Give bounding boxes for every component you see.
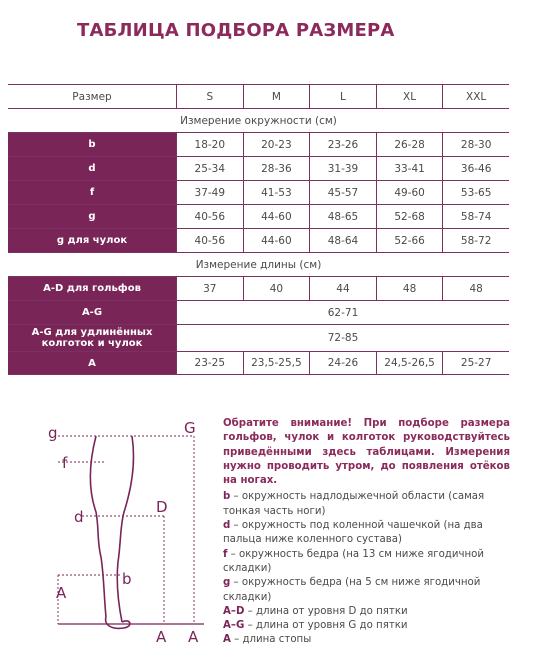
label-a-bottom-1: A [156, 628, 167, 646]
table-row [8, 180, 509, 204]
note-key: d [223, 520, 231, 532]
note-item [223, 605, 510, 619]
table-cell: 62-71 [176, 301, 509, 324]
size-table [8, 84, 509, 375]
table-cell: 58-72 [442, 229, 509, 252]
table-cell: 48 [376, 277, 443, 300]
note-text: – окружность бедра (на 13 см ниже ягодичной складки) [223, 548, 485, 574]
note-text: – окружность надлодыжечной области (самая тонкая часть ноги) [223, 491, 485, 517]
label-D: D [156, 498, 168, 516]
label-d: d [74, 508, 84, 526]
table-cell: 41-53 [243, 181, 310, 204]
row-label-ad: A-D для гольфов [8, 277, 176, 300]
header-size-m: M [243, 85, 310, 108]
table-cell: 44-60 [243, 205, 310, 228]
table-cell: 45-57 [309, 181, 376, 204]
row-label-ag: A-G [8, 301, 176, 324]
row-label-f: f [8, 181, 176, 204]
note-key: f [223, 548, 228, 560]
table-cell: 58-74 [442, 205, 509, 228]
table-cell: 48-64 [309, 229, 376, 252]
measurement-notes [223, 417, 510, 648]
leg-measurement-diagram [44, 412, 219, 652]
label-a-left: A [56, 584, 67, 602]
note-text: – окружность бедра (на 5 см ниже ягодичной складки) [223, 577, 481, 603]
table-cell: 48 [442, 277, 509, 300]
note-item [223, 576, 510, 605]
note-key: g [223, 577, 231, 589]
section-circumference: Измерение окружности (см) [8, 108, 509, 132]
row-label-d: d [8, 157, 176, 180]
foot-outline [106, 617, 130, 628]
row-label-g: g [8, 205, 176, 228]
row-label-g-stockings: g для чулок [8, 229, 176, 252]
table-cell: 31-39 [309, 157, 376, 180]
table-cell: 40 [243, 277, 310, 300]
label-G: G [184, 419, 196, 437]
header-size-l: L [309, 85, 376, 108]
note-item [223, 619, 510, 633]
table-cell: 44 [309, 277, 376, 300]
attention-text: Обратите внимание! При подборе размера гольфов, чулок и колготок руководствуйтесь приведёнными здесь таблицами. Измерения нужно проводить утром, до появления отёков на ногах. [223, 418, 510, 487]
table-row [8, 132, 509, 156]
note-text: – длина от уровня D до пятки [244, 605, 408, 617]
note-item [223, 519, 510, 548]
table-cell: 37 [176, 277, 243, 300]
table-cell: 37-49 [176, 181, 243, 204]
row-label-b: b [8, 133, 176, 156]
table-cell: 23-26 [309, 133, 376, 156]
table-row [8, 276, 509, 300]
note-text: – окружность под коленной чашечкой (на два пальца ниже коленного сустава) [223, 520, 483, 546]
table-cell: 26-28 [376, 133, 443, 156]
table-cell: 20-23 [243, 133, 310, 156]
header-size-s: S [176, 85, 243, 108]
header-size-xl: XL [376, 85, 443, 108]
leg-outline-left [90, 436, 106, 617]
label-f: f [62, 454, 68, 472]
note-key: A–G [223, 620, 245, 632]
table-cell: 18-20 [176, 133, 243, 156]
page-title: ТАБЛИЦА ПОДБОРА РАЗМЕРА [77, 20, 395, 41]
row-label-ag-long: A-G для удлинённых колготок и чулок [8, 325, 176, 351]
table-row [8, 156, 509, 180]
note-key: b [223, 491, 231, 503]
table-cell: 40-56 [176, 205, 243, 228]
section-length: Измерение длины (см) [8, 252, 509, 276]
table-row [8, 300, 509, 324]
header-size-xxl: XXL [442, 85, 509, 108]
note-text: – длина от уровня G до пятки [244, 620, 408, 632]
note-item [223, 548, 510, 577]
table-cell: 28-36 [243, 157, 310, 180]
header-size-label: Размер [72, 90, 112, 103]
table-cell: 36-46 [442, 157, 509, 180]
note-text: – длина стопы [230, 634, 312, 646]
table-cell: 53-65 [442, 181, 509, 204]
leg-outline-right [117, 436, 133, 622]
label-b: b [122, 570, 132, 588]
table-cell: 24,5-26,5 [376, 352, 443, 374]
table-row [8, 228, 509, 252]
note-item [223, 633, 510, 647]
table-row [8, 204, 509, 228]
table-cell: 44-60 [243, 229, 310, 252]
table-cell: 25-27 [442, 352, 509, 374]
table-cell: 52-66 [376, 229, 443, 252]
note-key: A [223, 634, 231, 646]
table-cell: 28-30 [442, 133, 509, 156]
table-cell: 25-34 [176, 157, 243, 180]
table-cell: 72-85 [176, 325, 509, 351]
table-header-row [8, 84, 509, 108]
table-row [8, 351, 509, 375]
label-g: g [48, 424, 58, 442]
row-label-a: A [8, 352, 176, 374]
table-cell: 48-65 [309, 205, 376, 228]
table-cell: 23,5-25,5 [243, 352, 310, 374]
table-cell: 24-26 [309, 352, 376, 374]
table-cell: 23-25 [176, 352, 243, 374]
table-row [8, 324, 509, 351]
label-a-bottom-2: A [188, 628, 199, 646]
note-key: A–D [223, 605, 245, 617]
table-cell: 40-56 [176, 229, 243, 252]
table-cell: 52-68 [376, 205, 443, 228]
table-cell: 49-60 [376, 181, 443, 204]
table-cell: 33-41 [376, 157, 443, 180]
note-item [223, 490, 510, 519]
